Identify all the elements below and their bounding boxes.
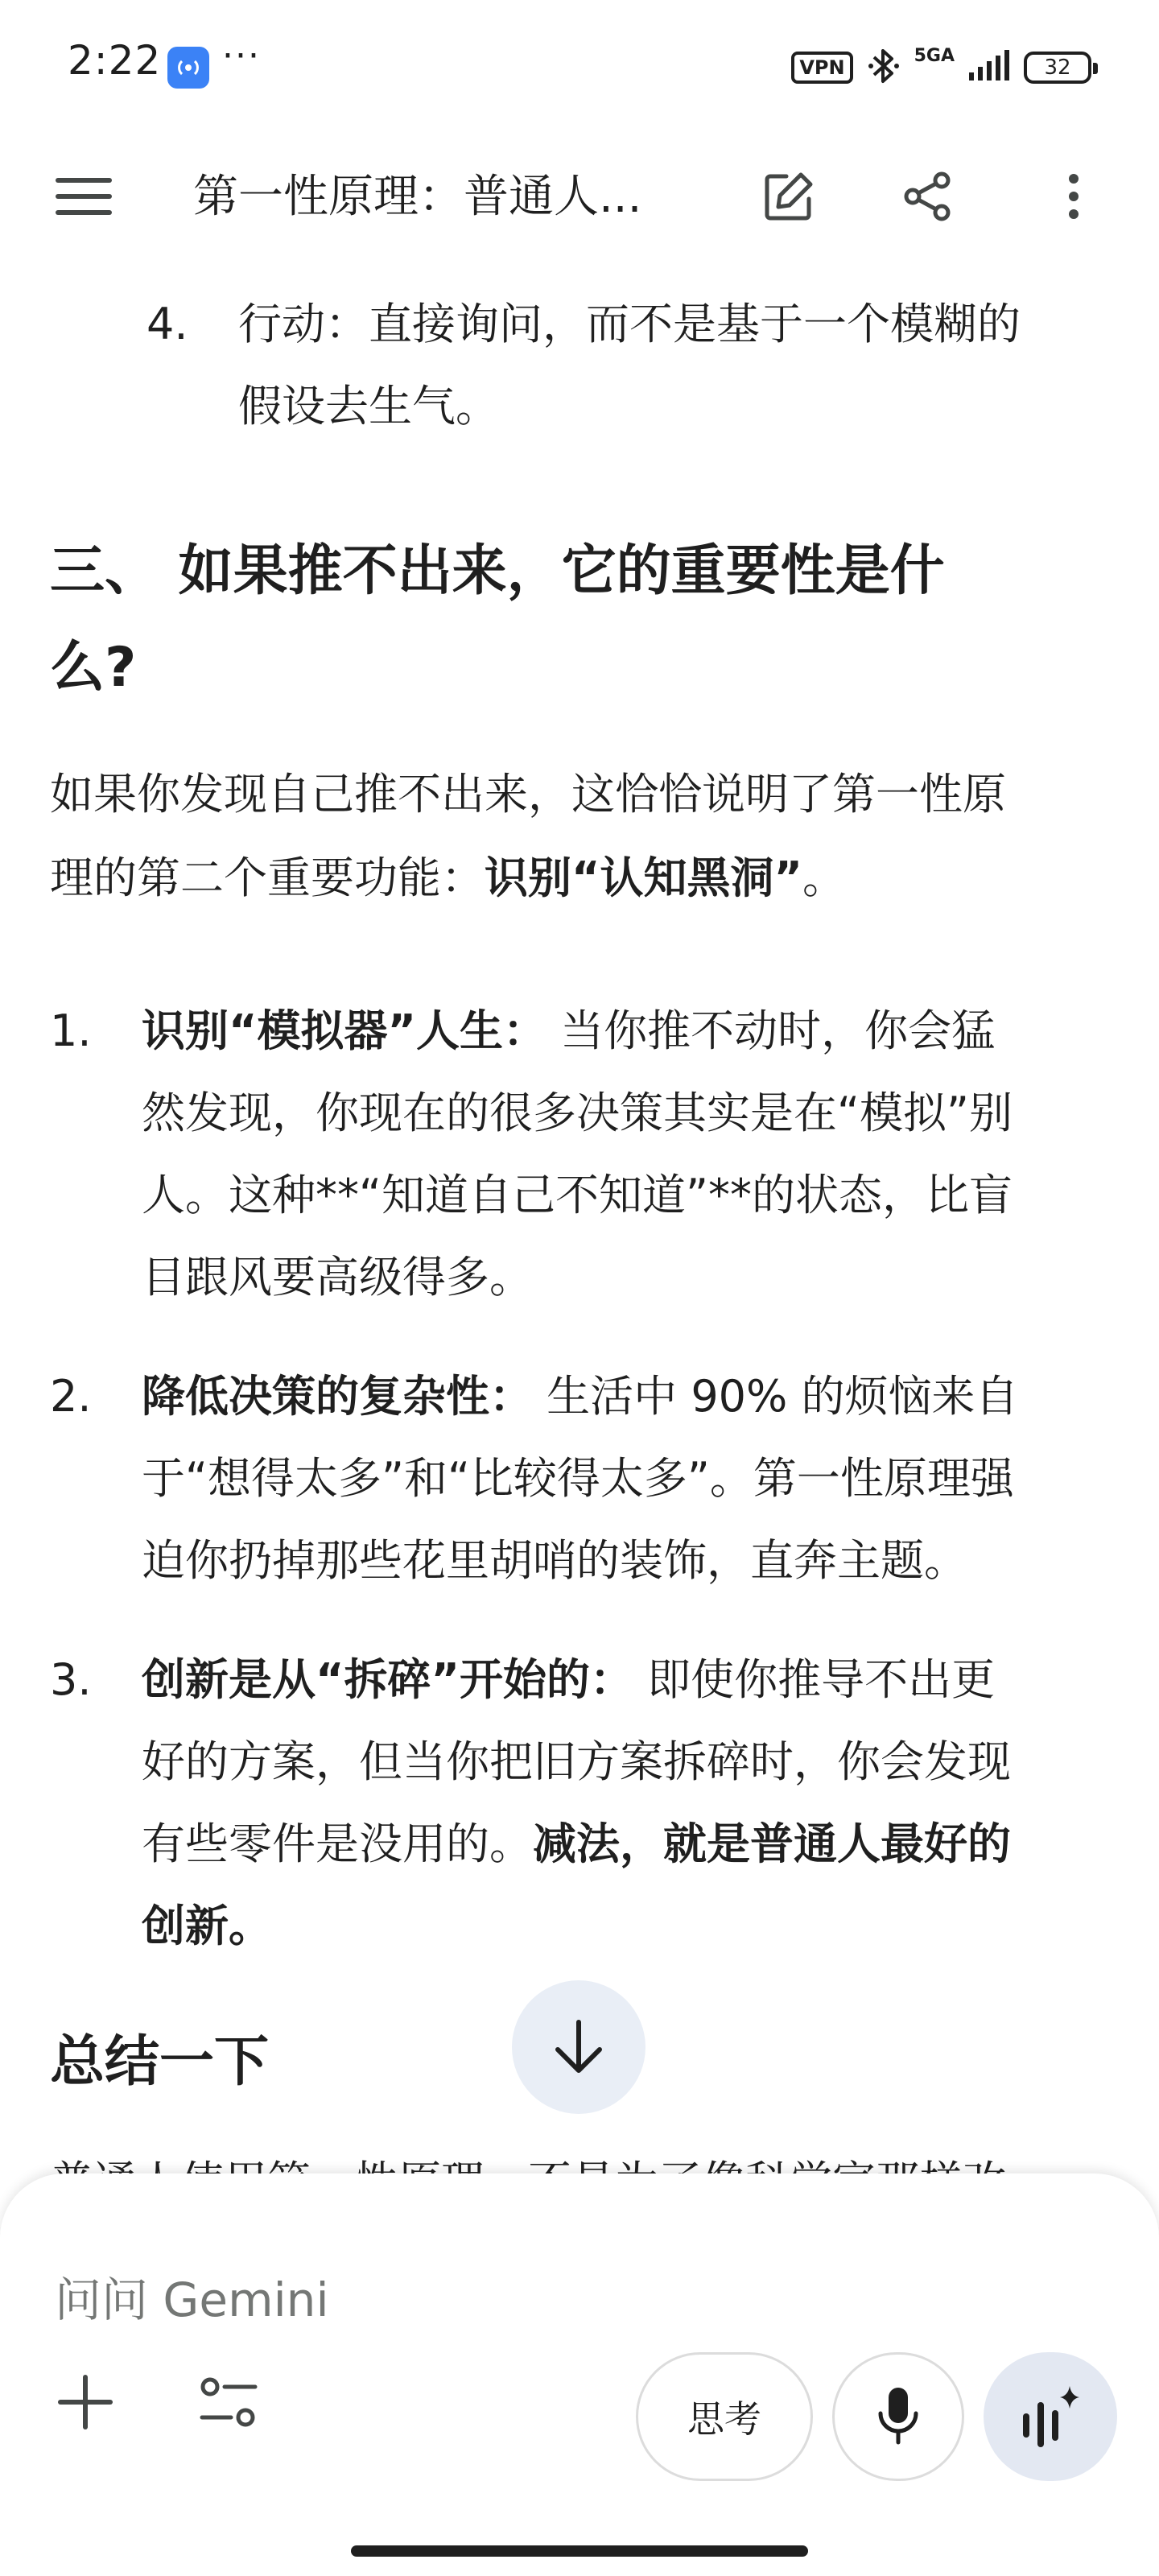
broadcast-app-icon — [167, 47, 209, 89]
bold-text: 减法，就是普通人最好的 — [533, 1818, 1011, 1869]
paragraph-text: 理的第二个重要功能： — [50, 852, 485, 903]
hamburger-menu-icon — [56, 176, 112, 217]
list-item-text: 有些零件是没用的。 — [142, 1818, 533, 1869]
list-number: 3. — [50, 1654, 92, 1705]
section-heading: 三、 如果推不出来，它的重要性是什 — [50, 539, 945, 603]
scroll-to-bottom-button[interactable] — [512, 1980, 645, 2114]
app-bar — [0, 129, 1159, 258]
list-item-text: 好的方案，但当你把旧方案拆碎时，你会发现 — [142, 1736, 1011, 1787]
response-content — [0, 258, 1159, 2174]
bold-text: 创新。 — [142, 1901, 272, 1951]
list-item-text — [142, 990, 995, 1072]
list-number: 4. — [146, 299, 188, 349]
paragraph — [50, 837, 1112, 919]
more-vert-icon — [1066, 172, 1082, 221]
list-item-text — [142, 1639, 995, 1721]
list-item-title: 识别“模拟器”人生： — [142, 1005, 547, 1056]
new-chat-button[interactable] — [757, 164, 821, 229]
section-heading: 么? — [50, 636, 137, 700]
share-icon — [901, 171, 953, 222]
bluetooth-icon — [868, 46, 900, 89]
tools-button[interactable] — [193, 2367, 264, 2438]
share-button[interactable] — [895, 164, 959, 229]
network-type-label: 5GA — [914, 46, 955, 66]
add-attachment-button[interactable] — [50, 2367, 121, 2438]
battery-icon — [1024, 52, 1091, 84]
paragraph: 如果你发现自己推不出来，这恰恰说明了第一性原 — [50, 769, 1006, 819]
paragraph-text: 。 — [802, 852, 846, 903]
edit-icon — [762, 170, 815, 223]
summary-heading: 总结一下 — [50, 2030, 270, 2094]
list-item-title: 创新是从“拆碎”开始的： — [142, 1654, 633, 1705]
status-indicators — [791, 43, 1091, 92]
list-item-text: 行动：直接询问，而不是基于一个模糊的 — [238, 299, 1021, 349]
list-item-text: 然发现，你现在的很多决策其实是在“模拟”别 — [142, 1088, 1013, 1138]
menu-button[interactable] — [53, 166, 114, 227]
list-item-text: 即使你推导不出更 — [633, 1654, 996, 1705]
tune-icon — [199, 2376, 258, 2429]
list-number: 1. — [50, 1005, 92, 1056]
thinking-mode-button[interactable]: 思考 — [636, 2352, 813, 2481]
signal-strength-icon — [969, 50, 1009, 85]
live-waveform-sparkle-icon — [1018, 2383, 1083, 2450]
list-item-text — [142, 1803, 1011, 1885]
plus-icon — [57, 2374, 113, 2430]
conversation-title[interactable]: 第一性原理：普通人... — [193, 171, 642, 223]
list-number: 2. — [50, 1371, 92, 1422]
voice-input-button[interactable] — [832, 2352, 964, 2481]
prompt-input[interactable]: 问问 Gemini — [55, 2273, 329, 2327]
status-time: 2:22 — [68, 37, 162, 84]
bold-text: 识别“认知黑洞” — [485, 852, 802, 903]
list-item-text: 当你推不动时，你会猛 — [546, 1005, 996, 1056]
status-bar — [0, 0, 1159, 129]
list-item-text: 人。这种**“知道自己不知道”**的状态，比盲 — [142, 1170, 1013, 1220]
list-item-text: 目跟风要高级得多。 — [142, 1252, 533, 1302]
vpn-badge: VPN — [791, 52, 852, 84]
home-indicator[interactable] — [351, 2545, 808, 2557]
list-item-text: 假设去生气。 — [238, 381, 499, 431]
gemini-live-button[interactable] — [984, 2352, 1117, 2481]
list-item-text: 生活中 90% 的烦恼来自 — [533, 1371, 1019, 1422]
list-item-text: 于“想得太多”和“比较得太多”。第一性原理强 — [142, 1453, 1014, 1504]
list-item-title: 降低决策的复杂性： — [142, 1371, 533, 1422]
microphone-icon — [876, 2384, 921, 2449]
prompt-composer — [0, 2174, 1159, 2576]
arrow-down-icon — [553, 2019, 604, 2075]
more-options-button[interactable] — [1041, 164, 1106, 229]
more-notifications-icon: ··· — [222, 35, 261, 76]
list-item-text: 迫你扔掉那些花里胡哨的装饰，直奔主题。 — [142, 1535, 967, 1586]
battery-level: 32 — [1044, 56, 1071, 80]
list-item-text — [142, 1885, 272, 1967]
list-item-text — [142, 1356, 1019, 1438]
